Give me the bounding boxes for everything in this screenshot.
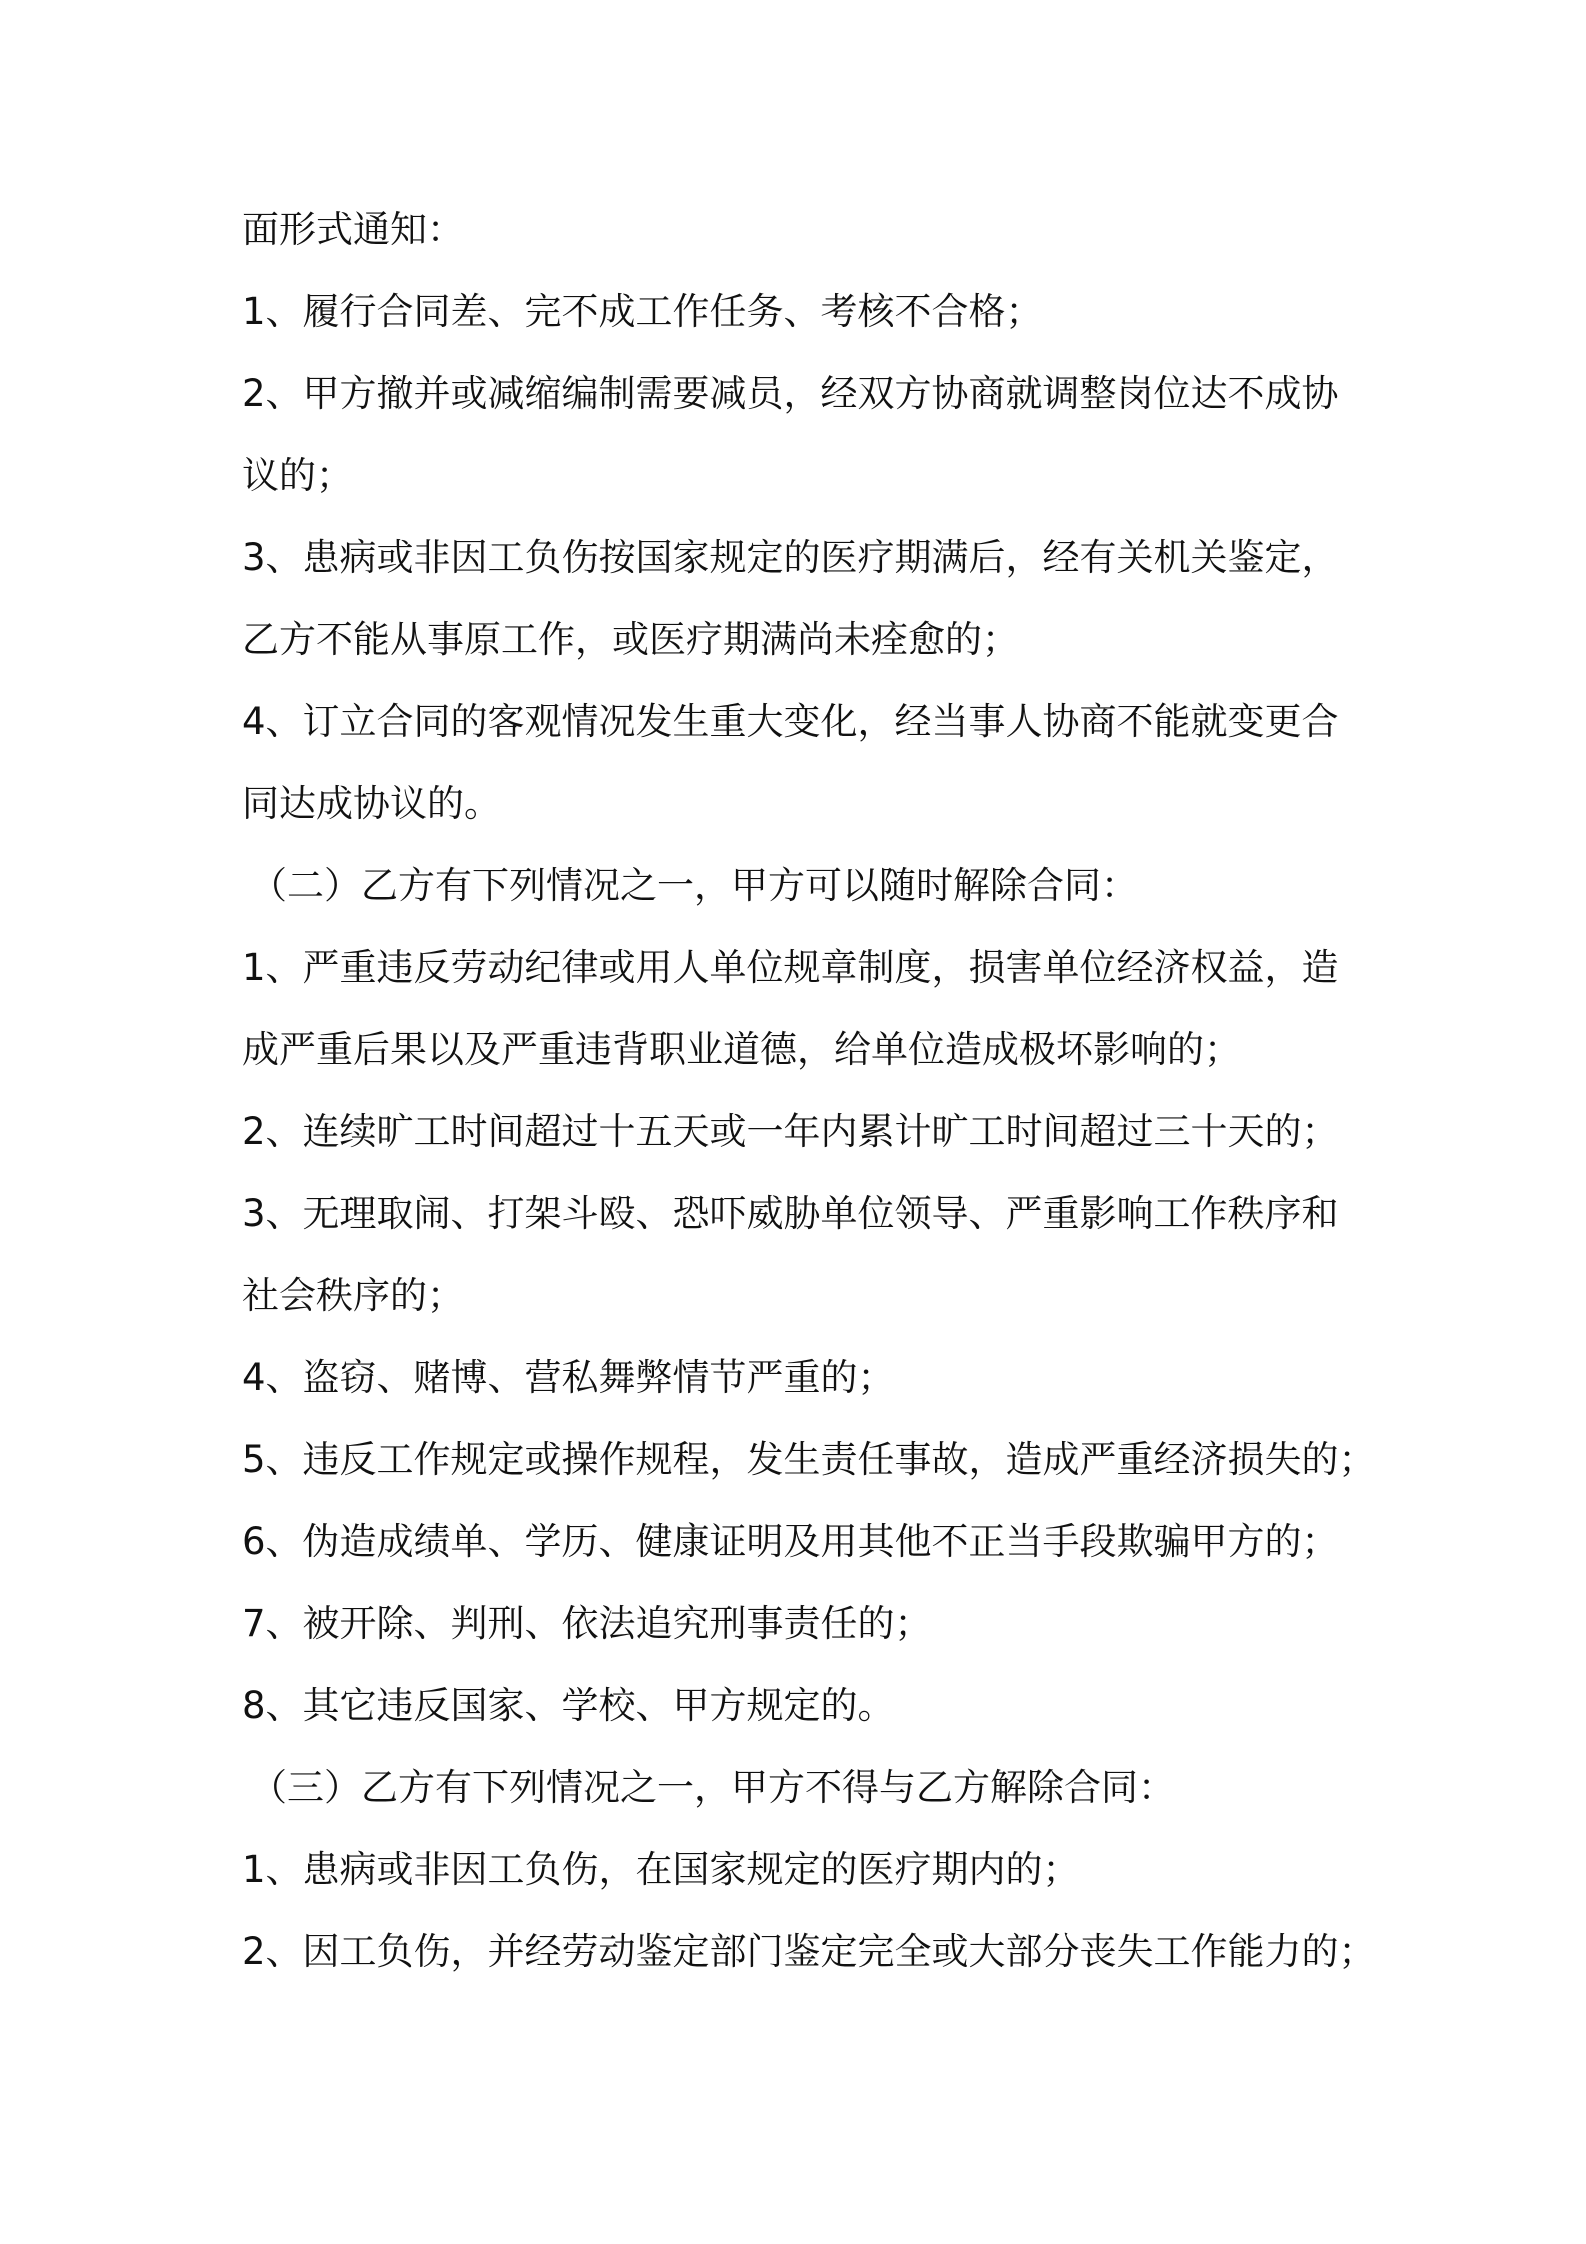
list-item: 4、订立合同的客观情况发生重大变化，经当事人协商不能就变更合 (242, 700, 1339, 743)
list-item: 6、伪造成绩单、学历、健康证明及用其他不正当手段欺骗甲方的； (242, 1520, 1339, 1563)
text-line: 同达成协议的。 (242, 782, 501, 825)
list-item: 1、履行合同差、完不成工作任务、考核不合格； (242, 290, 1043, 333)
section-heading: （二）乙方有下列情况之一，甲方可以随时解除合同： (250, 864, 1138, 907)
text-line: 乙方不能从事原工作，或医疗期满尚未痊愈的； (242, 618, 1019, 661)
list-item: 2、甲方撤并或减缩编制需要减员，经双方协商就调整岗位达不成协 (242, 372, 1339, 415)
list-item: 1、严重违反劳动纪律或用人单位规章制度，损害单位经济权益，造 (242, 946, 1339, 989)
text-line: 社会秩序的； (242, 1274, 464, 1317)
list-item: 4、盗窃、赌博、营私舞弊情节严重的； (242, 1356, 895, 1399)
list-item: 2、连续旷工时间超过十五天或一年内累计旷工时间超过三十天的； (242, 1110, 1339, 1153)
text-line: 面形式通知： (242, 208, 464, 251)
list-item: 3、患病或非因工负伤按国家规定的医疗期满后，经有关机关鉴定， (242, 536, 1339, 579)
list-item: 5、违反工作规定或操作规程，发生责任事故，造成严重经济损失的； (242, 1438, 1376, 1481)
list-item: 3、无理取闹、打架斗殴、恐吓威胁单位领导、严重影响工作秩序和 (242, 1192, 1339, 1235)
list-item: 2、因工负伤，并经劳动鉴定部门鉴定完全或大部分丧失工作能力的； (242, 1930, 1376, 1973)
list-item: 7、被开除、判刑、依法追究刑事责任的； (242, 1602, 932, 1645)
list-item: 8、其它违反国家、学校、甲方规定的。 (242, 1684, 895, 1727)
list-item: 1、患病或非因工负伤，在国家规定的医疗期内的； (242, 1848, 1080, 1891)
text-line: 议的； (242, 454, 353, 497)
document-body (242, 196, 1382, 2000)
text-line: 成严重后果以及严重违背职业道德，给单位造成极坏影响的； (242, 1028, 1241, 1071)
section-heading: （三）乙方有下列情况之一，甲方不得与乙方解除合同： (250, 1766, 1175, 1809)
